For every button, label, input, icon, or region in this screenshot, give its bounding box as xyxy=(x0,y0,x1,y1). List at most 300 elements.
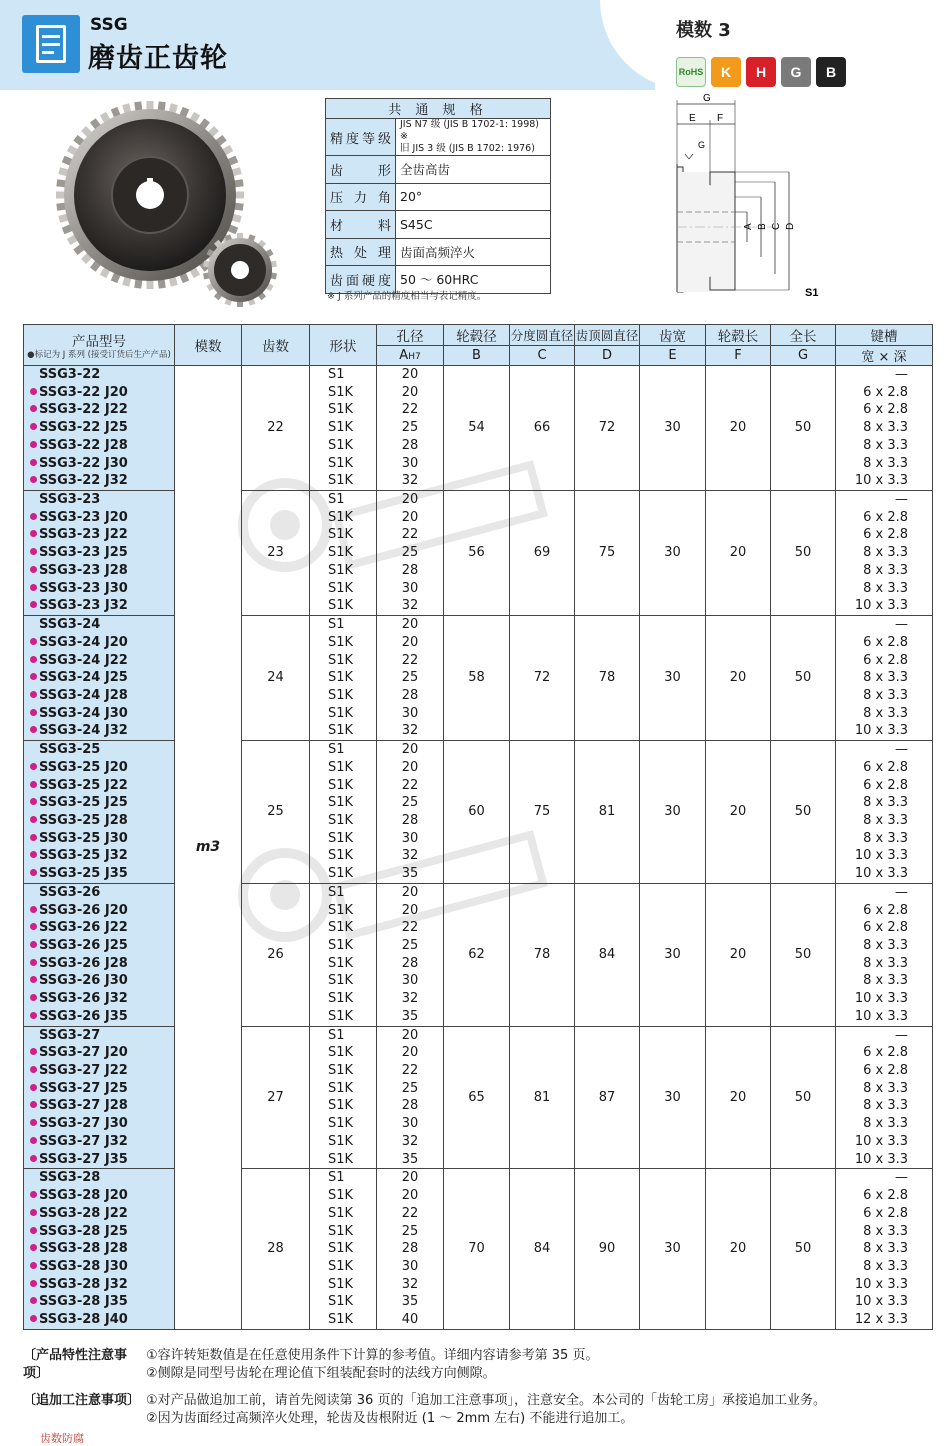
keyway-value: 6 x 2.8 xyxy=(836,652,933,670)
machining-notes xyxy=(23,1392,932,1428)
hub-len-value: 20 xyxy=(706,741,771,884)
j-series-marker-icon xyxy=(30,1209,37,1216)
shape-code: S1K xyxy=(310,669,377,687)
j-series-marker-icon xyxy=(30,1119,37,1126)
j-series-marker-icon xyxy=(30,388,37,395)
product-code-text: SSG3-22 J22 xyxy=(39,402,128,418)
black-oxide-icon: B xyxy=(816,57,846,87)
product-code xyxy=(24,509,175,527)
keyway-value: 8 x 3.3 xyxy=(836,419,933,437)
bore-value: 32 xyxy=(377,1276,444,1294)
j-series-marker-icon xyxy=(30,816,37,823)
ground-icon: G xyxy=(781,57,811,87)
product-code xyxy=(24,1026,175,1044)
product-code-text: SSG3-23 J32 xyxy=(39,598,128,614)
product-code-text: SSG3-23 J28 xyxy=(39,562,128,578)
total-len-value: 50 xyxy=(771,366,836,491)
product-code xyxy=(24,491,175,509)
product-code-text: SSG3-25 J28 xyxy=(39,812,128,828)
keyway-value: 6 x 2.8 xyxy=(836,1062,933,1080)
j-series-marker-icon xyxy=(30,709,37,716)
face-width-value: 30 xyxy=(640,366,706,491)
keyway-value: 8 x 3.3 xyxy=(836,705,933,723)
document-icon xyxy=(22,15,80,73)
col-sub-hub-len: F xyxy=(706,346,771,366)
bore-value: 28 xyxy=(377,687,444,705)
shape-code: S1K xyxy=(310,1008,377,1026)
shape-code: S1K xyxy=(310,384,377,402)
shape-code: S1K xyxy=(310,1115,377,1133)
j-series-marker-icon xyxy=(30,459,37,466)
j-series-marker-icon xyxy=(30,691,37,698)
machining-notes-label: 〔追加工注意事项〕 xyxy=(23,1393,141,1408)
product-code-text: SSG3-27 J35 xyxy=(39,1151,128,1167)
hub-dia-value: 70 xyxy=(444,1169,510,1329)
hub-dia-value: 56 xyxy=(444,491,510,616)
product-code xyxy=(24,687,175,705)
product-code xyxy=(24,741,175,759)
hub-dia-value: 58 xyxy=(444,616,510,741)
product-code xyxy=(24,1223,175,1241)
product-code xyxy=(24,955,175,973)
bore-value: 40 xyxy=(377,1311,444,1329)
j-series-marker-icon xyxy=(30,763,37,770)
shape-code: S1 xyxy=(310,741,377,759)
product-code-text: SSG3-25 J22 xyxy=(39,777,128,793)
keyway-value: 6 x 2.8 xyxy=(836,759,933,777)
dim-d-label: D xyxy=(785,222,796,230)
product-code-text: SSG3-22 J20 xyxy=(39,384,128,400)
product-code xyxy=(24,616,175,634)
keyway-value: 8 x 3.3 xyxy=(836,972,933,990)
shape-code: S1K xyxy=(310,1097,377,1115)
teeth-count: 26 xyxy=(242,883,310,1026)
col-header-code-note: ●标记为 J 系列 (接受订货后生产产品) xyxy=(27,350,171,360)
product-code xyxy=(24,777,175,795)
keyway-value: 8 x 3.3 xyxy=(836,1223,933,1241)
product-code-text: SSG3-22 J25 xyxy=(39,420,128,436)
keyway-value: 8 x 3.3 xyxy=(836,544,933,562)
face-width-value: 30 xyxy=(640,616,706,741)
product-code-text: SSG3-26 J20 xyxy=(39,902,128,918)
col-sub-face-width: E xyxy=(640,346,706,366)
product-code xyxy=(24,1115,175,1133)
shape-code: S1K xyxy=(310,562,377,580)
bore-value: 25 xyxy=(377,794,444,812)
bore-value: 30 xyxy=(377,1115,444,1133)
product-code xyxy=(24,1187,175,1205)
bore-value: 20 xyxy=(377,1044,444,1062)
table-row xyxy=(24,616,933,634)
product-notes-label: 〔产品特性注意事项〕 xyxy=(23,1348,128,1381)
product-code xyxy=(24,902,175,920)
hub-dia-value: 65 xyxy=(444,1026,510,1169)
face-width-value: 30 xyxy=(640,741,706,884)
bore-value: 32 xyxy=(377,847,444,865)
col-sub-hub-dia: B xyxy=(444,346,510,366)
product-code-text: SSG3-28 J28 xyxy=(39,1241,128,1257)
pitch-dia-value: 84 xyxy=(510,1169,575,1329)
bore-value: 32 xyxy=(377,597,444,615)
j-series-marker-icon xyxy=(30,405,37,412)
total-len-value: 50 xyxy=(771,883,836,1026)
shape-code: S1K xyxy=(310,1293,377,1311)
hub-len-value: 20 xyxy=(706,491,771,616)
product-code-text: SSG3-26 J30 xyxy=(39,973,128,989)
bore-value: 28 xyxy=(377,1240,444,1258)
bore-value: 22 xyxy=(377,919,444,937)
product-code xyxy=(24,1311,175,1329)
col-header-module: 模数 xyxy=(175,325,242,366)
product-code-text: SSG3-22 J28 xyxy=(39,437,128,453)
keyway-value: 8 x 3.3 xyxy=(836,580,933,598)
shape-code: S1K xyxy=(310,437,377,455)
spec-value: 20° xyxy=(396,183,551,211)
shape-code: S1K xyxy=(310,865,377,883)
col-header-face-width: 齿宽 xyxy=(640,325,706,346)
keyway-value: 10 x 3.3 xyxy=(836,865,933,883)
bore-value: 28 xyxy=(377,1097,444,1115)
outer-dia-value: 90 xyxy=(575,1169,640,1329)
keyway-value: 10 x 3.3 xyxy=(836,722,933,740)
feature-badges xyxy=(676,57,846,87)
keyway-value: — xyxy=(836,616,933,634)
spec-accuracy-value: JIS N7 级 (JIS B 1702-1: 1998) ※ 旧 JIS 3 级 (JIS B 1702: 1976) xyxy=(400,119,539,154)
dim-b-label: B xyxy=(757,223,768,230)
product-code-text: SSG3-26 J25 xyxy=(39,938,128,953)
product-code xyxy=(24,1205,175,1223)
module-label: 模数 3 xyxy=(676,20,731,41)
col-header-bore: 孔径 xyxy=(377,325,444,346)
j-series-marker-icon xyxy=(30,566,37,573)
cutoff-text: 齿数防腐 xyxy=(40,1432,84,1445)
keyway-value: 6 x 2.8 xyxy=(836,1205,933,1223)
j-series-marker-icon xyxy=(30,1084,37,1091)
product-code xyxy=(24,455,175,473)
product-code-text: SSG3-27 xyxy=(39,1027,101,1043)
shape-code: S1K xyxy=(310,526,377,544)
product-code-text: SSG3-24 J30 xyxy=(39,705,128,721)
product-code xyxy=(24,847,175,865)
j-series-marker-icon xyxy=(30,1048,37,1055)
bore-value: 22 xyxy=(377,526,444,544)
bore-value: 20 xyxy=(377,759,444,777)
bore-value: 20 xyxy=(377,741,444,759)
product-code-text: SSG3-28 J35 xyxy=(39,1294,128,1310)
total-len-value: 50 xyxy=(771,616,836,741)
shape-code: S1K xyxy=(310,777,377,795)
j-series-marker-icon xyxy=(30,781,37,788)
j-series-marker-icon xyxy=(30,584,37,591)
product-code xyxy=(24,972,175,990)
product-code-text: SSG3-28 J40 xyxy=(39,1312,128,1328)
bore-value: 32 xyxy=(377,472,444,490)
keyway-value: 6 x 2.8 xyxy=(836,634,933,652)
product-code xyxy=(24,419,175,437)
teeth-count: 25 xyxy=(242,741,310,884)
j-series-marker-icon xyxy=(30,994,37,1001)
shape-code: S1 xyxy=(310,491,377,509)
product-code-text: SSG3-22 J30 xyxy=(39,455,128,471)
shape-code: S1K xyxy=(310,472,377,490)
table-row xyxy=(24,883,933,901)
total-len-value: 50 xyxy=(771,491,836,616)
product-code-text: SSG3-27 J32 xyxy=(39,1133,128,1149)
shape-code: S1K xyxy=(310,1151,377,1169)
notes-section xyxy=(23,1347,932,1437)
hub-dia-value: 60 xyxy=(444,741,510,884)
bore-value: 22 xyxy=(377,777,444,795)
j-series-marker-icon xyxy=(30,726,37,733)
shape-code: S1K xyxy=(310,1133,377,1151)
gear-photo xyxy=(40,100,300,305)
product-code xyxy=(24,830,175,848)
keyway-value: 6 x 2.8 xyxy=(836,777,933,795)
keyway-value: 8 x 3.3 xyxy=(836,455,933,473)
product-code xyxy=(24,812,175,830)
product-code-text: SSG3-22 J32 xyxy=(39,473,128,489)
product-code-text: SSG3-24 xyxy=(39,617,101,633)
shape-code: S1K xyxy=(310,902,377,920)
keyway-value: 8 x 3.3 xyxy=(836,1097,933,1115)
product-code-text: SSG3-24 J28 xyxy=(39,687,128,703)
shape-code: S1K xyxy=(310,812,377,830)
shape-code: S1K xyxy=(310,937,377,955)
hub-len-value: 20 xyxy=(706,883,771,1026)
shape-code: S1K xyxy=(310,580,377,598)
bore-value: 20 xyxy=(377,634,444,652)
j-series-marker-icon xyxy=(30,1066,37,1073)
j-series-marker-icon xyxy=(30,530,37,537)
shape-code: S1K xyxy=(310,455,377,473)
dim-e-label: E xyxy=(689,113,696,124)
spec-value: 齿面高频淬火 xyxy=(396,238,551,266)
note-item: ①容许转矩数值是在任意使用条件下计算的参考值。详细内容请参考第 35 页。 xyxy=(146,1348,599,1363)
hub-dia-value: 62 xyxy=(444,883,510,1026)
product-table-body xyxy=(24,366,933,1330)
bore-value: 25 xyxy=(377,419,444,437)
j-series-marker-icon xyxy=(30,851,37,858)
keyway-value: — xyxy=(836,366,933,384)
j-series-marker-icon xyxy=(30,673,37,680)
teeth-count: 23 xyxy=(242,491,310,616)
shape-code: S1K xyxy=(310,955,377,973)
shape-code: S1K xyxy=(310,1258,377,1276)
product-code xyxy=(24,597,175,615)
product-code-text: SSG3-25 xyxy=(39,742,101,758)
hub-len-value: 20 xyxy=(706,1026,771,1169)
product-code-text: SSG3-23 J22 xyxy=(39,527,128,543)
face-width-value: 30 xyxy=(640,1026,706,1169)
product-code xyxy=(24,722,175,740)
keyway-value: 8 x 3.3 xyxy=(836,1080,933,1098)
bore-value: 30 xyxy=(377,705,444,723)
keyway-value: 8 x 3.3 xyxy=(836,937,933,955)
outer-dia-value: 84 xyxy=(575,883,640,1026)
bore-value: 25 xyxy=(377,544,444,562)
j-series-marker-icon xyxy=(30,476,37,483)
j-series-marker-icon xyxy=(30,941,37,948)
bore-value: 32 xyxy=(377,722,444,740)
shape-code: S1K xyxy=(310,722,377,740)
dim-g-small-label: G xyxy=(698,140,706,150)
table-row xyxy=(24,491,933,509)
keyway-value: 6 x 2.8 xyxy=(836,1044,933,1062)
keyway-value: — xyxy=(836,883,933,901)
common-spec-table xyxy=(325,98,551,294)
spec-key: 齿面硬度 xyxy=(326,266,396,294)
bore-value: 25 xyxy=(377,1080,444,1098)
teeth-count: 22 xyxy=(242,366,310,491)
bore-value: 30 xyxy=(377,580,444,598)
col-header-hub-len: 轮毂长 xyxy=(706,325,771,346)
product-code-text: SSG3-23 J30 xyxy=(39,580,128,596)
product-code-text: SSG3-28 xyxy=(39,1170,101,1186)
product-code xyxy=(24,384,175,402)
bore-value: 35 xyxy=(377,1293,444,1311)
spec-key: 热处理 xyxy=(326,238,396,266)
product-code-text: SSG3-28 J22 xyxy=(39,1205,128,1221)
hub-len-value: 20 xyxy=(706,616,771,741)
product-code-text: SSG3-28 J32 xyxy=(39,1276,128,1292)
j-series-marker-icon xyxy=(30,1315,37,1322)
product-code-text: SSG3-25 J25 xyxy=(39,795,128,811)
bore-value: 20 xyxy=(377,1187,444,1205)
keyway-value: 10 x 3.3 xyxy=(836,1133,933,1151)
shape-code: S1K xyxy=(310,705,377,723)
shape-code: S1 xyxy=(310,883,377,901)
col-header-teeth: 齿数 xyxy=(242,325,310,366)
product-code-text: SSG3-23 xyxy=(39,492,101,508)
bore-value: 30 xyxy=(377,972,444,990)
keyway-value: 8 x 3.3 xyxy=(836,1258,933,1276)
product-code-text: SSG3-25 J20 xyxy=(39,759,128,775)
j-series-marker-icon xyxy=(30,959,37,966)
col-sub-bore: AH7 xyxy=(377,346,444,366)
product-code-text: SSG3-28 J30 xyxy=(39,1258,128,1274)
keyway-value: 10 x 3.3 xyxy=(836,1151,933,1169)
bore-value: 20 xyxy=(377,883,444,901)
col-header-hub-dia: 轮毂径 xyxy=(444,325,510,346)
keyway-value: 6 x 2.8 xyxy=(836,526,933,544)
hardened-icon: H xyxy=(746,57,776,87)
keyway-value: 8 x 3.3 xyxy=(836,669,933,687)
spec-footnote: ※ J 系列产品的精度相当与表记精度。 xyxy=(327,291,487,302)
product-code xyxy=(24,437,175,455)
j-series-marker-icon xyxy=(30,1280,37,1287)
keyway-value: 6 x 2.8 xyxy=(836,509,933,527)
total-len-value: 50 xyxy=(771,741,836,884)
shape-code: S1K xyxy=(310,419,377,437)
j-series-marker-icon xyxy=(30,906,37,913)
bore-value: 20 xyxy=(377,384,444,402)
teeth-count: 27 xyxy=(242,1026,310,1169)
shape-code: S1K xyxy=(310,1223,377,1241)
product-code-text: SSG3-24 J22 xyxy=(39,652,128,668)
j-series-marker-icon xyxy=(30,441,37,448)
rohs-icon: RoHS xyxy=(676,57,706,87)
shape-code: S1K xyxy=(310,597,377,615)
bore-value: 30 xyxy=(377,1258,444,1276)
j-series-marker-icon xyxy=(30,1297,37,1304)
bore-value: 28 xyxy=(377,437,444,455)
pitch-dia-value: 72 xyxy=(510,616,575,741)
keyway-value: 8 x 3.3 xyxy=(836,1115,933,1133)
shape-code: S1K xyxy=(310,634,377,652)
keyway-value: 6 x 2.8 xyxy=(836,384,933,402)
product-code xyxy=(24,1258,175,1276)
product-code-text: SSG3-28 J25 xyxy=(39,1223,128,1239)
j-series-marker-icon xyxy=(30,869,37,876)
dimension-drawing xyxy=(665,92,945,304)
bore-value: 28 xyxy=(377,562,444,580)
j-series-marker-icon xyxy=(30,1191,37,1198)
product-code xyxy=(24,759,175,777)
pitch-dia-value: 81 xyxy=(510,1026,575,1169)
keyway-value: 10 x 3.3 xyxy=(836,1008,933,1026)
shape-code: S1K xyxy=(310,1311,377,1329)
product-code xyxy=(24,669,175,687)
dim-a-label: A xyxy=(743,223,754,230)
j-series-marker-icon xyxy=(30,976,37,983)
product-code xyxy=(24,919,175,937)
face-width-value: 30 xyxy=(640,1169,706,1329)
product-code xyxy=(24,580,175,598)
bore-value: 22 xyxy=(377,652,444,670)
j-series-marker-icon xyxy=(30,601,37,608)
product-code-text: SSG3-27 J28 xyxy=(39,1098,128,1114)
bore-value: 20 xyxy=(377,491,444,509)
product-code xyxy=(24,401,175,419)
shape-code: S1K xyxy=(310,1062,377,1080)
product-code-text: SSG3-24 J20 xyxy=(39,634,128,650)
product-code-text: SSG3-22 xyxy=(39,367,101,382)
product-code xyxy=(24,472,175,490)
page-title: 磨齿正齿轮 xyxy=(88,43,228,74)
spec-title: 共 通 规 格 xyxy=(326,99,551,119)
spec-value: S45C xyxy=(396,211,551,239)
product-code xyxy=(24,937,175,955)
keyway-value: — xyxy=(836,1169,933,1187)
keyway-value: — xyxy=(836,741,933,759)
product-code xyxy=(24,366,175,384)
keyway-value: 8 x 3.3 xyxy=(836,437,933,455)
col-header-outer-dia: 齿顶圆直径 xyxy=(575,325,640,346)
j-series-marker-icon xyxy=(30,548,37,555)
product-code xyxy=(24,883,175,901)
spec-key: 材料 xyxy=(326,211,396,239)
machining-notes-items xyxy=(146,1392,826,1428)
product-code xyxy=(24,652,175,670)
shape-code: S1 xyxy=(310,1169,377,1187)
shape-code: S1K xyxy=(310,652,377,670)
bore-value: 30 xyxy=(377,830,444,848)
shape-code: S1K xyxy=(310,972,377,990)
bore-value: 20 xyxy=(377,1169,444,1187)
product-code xyxy=(24,1240,175,1258)
total-len-value: 50 xyxy=(771,1169,836,1329)
face-width-value: 30 xyxy=(640,491,706,616)
note-item: ①对产品做追加工前，请首先阅读第 36 页的「追加工注意事项」，注意安全。本公司的「齿轮工房」承接追加工业务。 xyxy=(146,1393,826,1408)
keyway-value: 8 x 3.3 xyxy=(836,562,933,580)
shape-code: S1K xyxy=(310,1240,377,1258)
spec-key: 压力角 xyxy=(326,183,396,211)
bore-value: 22 xyxy=(377,1062,444,1080)
dim-f-label: F xyxy=(717,113,724,124)
shape-code: S1K xyxy=(310,1187,377,1205)
product-code-text: SSG3-24 J32 xyxy=(39,723,128,739)
col-header-code xyxy=(24,325,175,366)
